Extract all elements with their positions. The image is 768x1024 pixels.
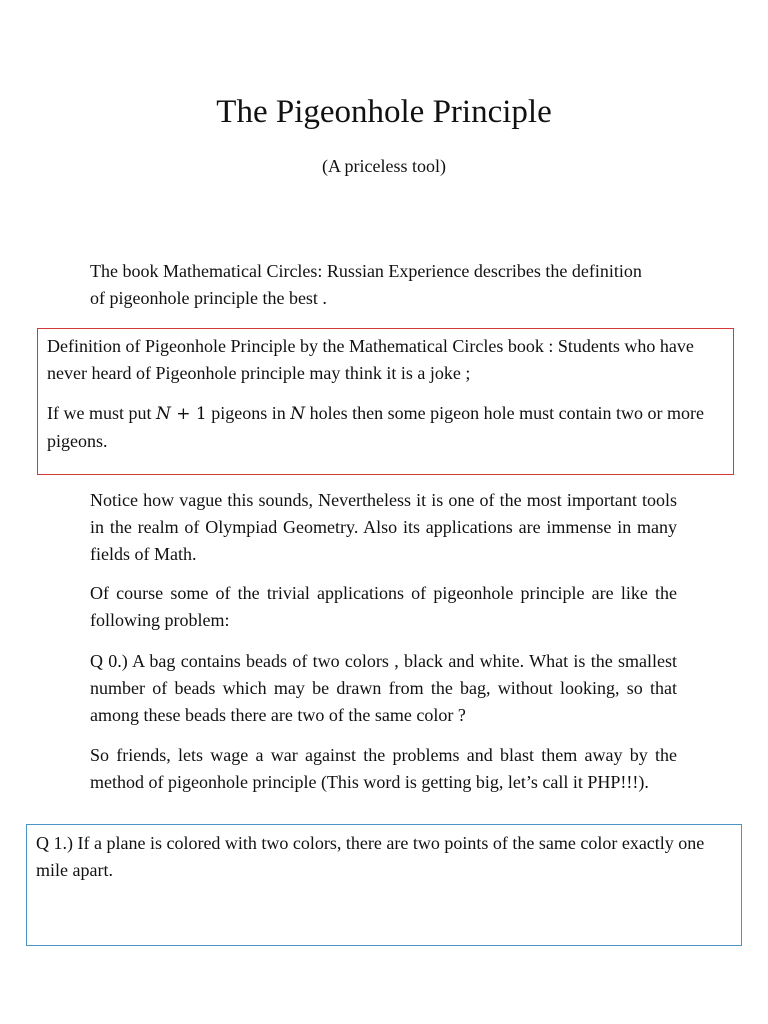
- intro-paragraph: The book Mathematical Circles: Russian Experience describes the definition of pigeonhole principle the best .: [90, 261, 642, 308]
- statement-text-2: pigeons in: [206, 403, 291, 423]
- statement-text-1: If we must put: [47, 403, 156, 423]
- math-n-variable: N: [155, 404, 171, 424]
- question-1-text: Q 1.) If a plane is colored with two colors, there are two points of the same color exactly one mile apart.: [36, 833, 705, 880]
- document-subtitle: (A priceless tool): [322, 156, 446, 176]
- math-n-holes: N: [290, 404, 306, 424]
- paragraph-notice: Notice how vague this sounds, Nevertheless it is one of the most important tools in the realm of Olympiad Geometry. Also its applications are immense in many fields of Math.: [90, 490, 677, 564]
- question-0-paragraph: Q 0.) A bag contains beads of two colors , black and white. What is the smallest number of beads which may be drawn from the bag, without looking, so that among these beads there are two of the same color ?: [90, 651, 677, 725]
- document-title: The Pigeonhole Principle: [216, 94, 552, 130]
- question-1-box: [26, 824, 742, 946]
- paragraph-php: So friends, lets wage a war against the problems and blast them away by the method of pigeonhole principle (This word is getting big, let’s call it PHP!!!).: [90, 745, 677, 792]
- definition-heading: Definition of Pigeonhole Principle by the Mathematical Circles book : Students who have never heard of Pigeonhole principle may think it is a joke ;: [47, 336, 694, 383]
- paragraph-trivial-applications: Of course some of the trivial applications of pigeonhole principle are like the following problem:: [90, 583, 677, 630]
- definition-statement: [47, 400, 723, 455]
- math-n: [290, 404, 305, 424]
- math-plus-one: + 1: [170, 404, 207, 424]
- definition-box: [37, 328, 734, 475]
- math-n-plus-1: [156, 404, 207, 424]
- statement-text-3: holes then some pigeon hole must contain two or more pigeons.: [47, 403, 705, 451]
